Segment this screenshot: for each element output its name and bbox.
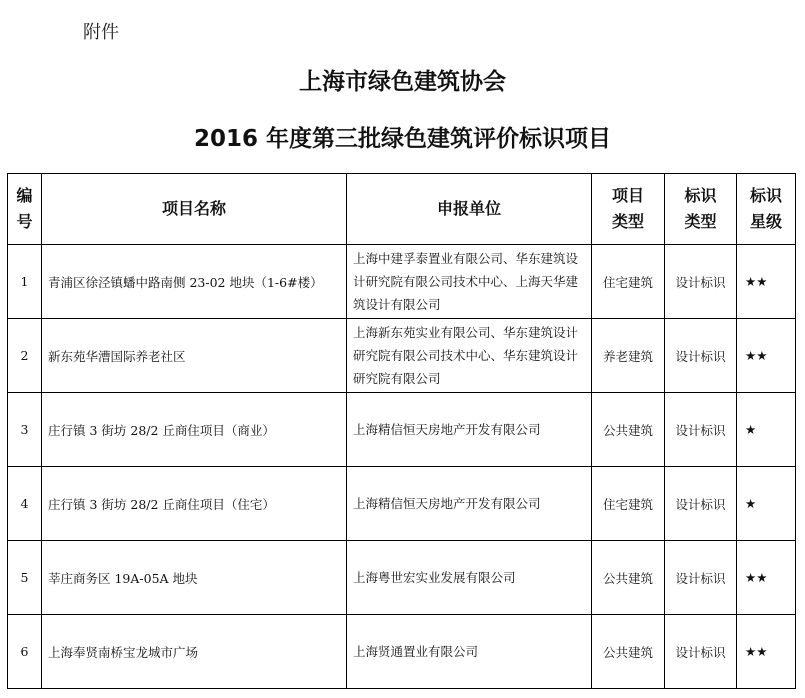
row-label-type: 设计标识: [665, 615, 737, 689]
row-project-type: 住宅建筑: [592, 245, 665, 319]
row-project-type: 公共建筑: [592, 541, 665, 615]
header-applicant: 申报单位: [347, 174, 592, 245]
attachment-label: 附件: [83, 22, 119, 43]
header-number: 编号: [8, 174, 42, 245]
projects-table: [7, 173, 796, 689]
row-number: 4: [8, 467, 42, 541]
row-applicant: 上海中建孚泰置业有限公司、华东建筑设计研究院有限公司技术中心、上海天华建筑设计有限公司: [347, 245, 592, 319]
table-row: [8, 393, 796, 467]
header-project-name: 项目名称: [42, 174, 347, 245]
row-number: 2: [8, 319, 42, 393]
row-label-type: 设计标识: [665, 319, 737, 393]
row-project-type: 公共建筑: [592, 393, 665, 467]
table-row: [8, 541, 796, 615]
table-row: [8, 615, 796, 689]
row-applicant: 上海精信恒天房地产开发有限公司: [347, 393, 592, 467]
table-row: [8, 319, 796, 393]
row-rating-stars: ★★: [737, 319, 796, 393]
header-label-type: 标识类型: [665, 174, 737, 245]
row-project-name: 青浦区徐泾镇蟠中路南侧 23-02 地块（1-6#楼）: [42, 245, 347, 319]
row-label-type: 设计标识: [665, 245, 737, 319]
row-rating-stars: ★★: [737, 615, 796, 689]
row-label-type: 设计标识: [665, 393, 737, 467]
row-project-name: 莘庄商务区 19A-05A 地块: [42, 541, 347, 615]
row-number: 6: [8, 615, 42, 689]
row-project-type: 公共建筑: [592, 615, 665, 689]
row-rating-stars: ★: [737, 467, 796, 541]
row-number: 5: [8, 541, 42, 615]
row-project-name: 庄行镇 3 街坊 28/2 丘商住项目（住宅）: [42, 467, 347, 541]
row-label-type: 设计标识: [665, 467, 737, 541]
table-row: [8, 245, 796, 319]
document-title-list: 2016 年度第三批绿色建筑评价标识项目: [193, 126, 612, 152]
row-rating-stars: ★★: [737, 541, 796, 615]
row-project-name: 新东苑华漕国际养老社区: [42, 319, 347, 393]
row-label-type: 设计标识: [665, 541, 737, 615]
header-project-type: 项目类型: [592, 174, 665, 245]
row-project-name: 庄行镇 3 街坊 28/2 丘商住项目（商业）: [42, 393, 347, 467]
header-label-rating: 标识星级: [737, 174, 796, 245]
row-applicant: 上海粤世宏实业发展有限公司: [347, 541, 592, 615]
row-project-name: 上海奉贤南桥宝龙城市广场: [42, 615, 347, 689]
row-project-type: 养老建筑: [592, 319, 665, 393]
row-number: 3: [8, 393, 42, 467]
row-applicant: 上海精信恒天房地产开发有限公司: [347, 467, 592, 541]
row-applicant: 上海新东苑实业有限公司、华东建筑设计研究院有限公司技术中心、华东建筑设计研究院有限公司: [347, 319, 592, 393]
row-rating-stars: ★★: [737, 245, 796, 319]
row-number: 1: [8, 245, 42, 319]
table-row: [8, 467, 796, 541]
document-title-org: 上海市绿色建筑协会: [299, 69, 506, 95]
table-header-row: [8, 174, 796, 245]
row-applicant: 上海贤通置业有限公司: [347, 615, 592, 689]
row-rating-stars: ★: [737, 393, 796, 467]
row-project-type: 住宅建筑: [592, 467, 665, 541]
